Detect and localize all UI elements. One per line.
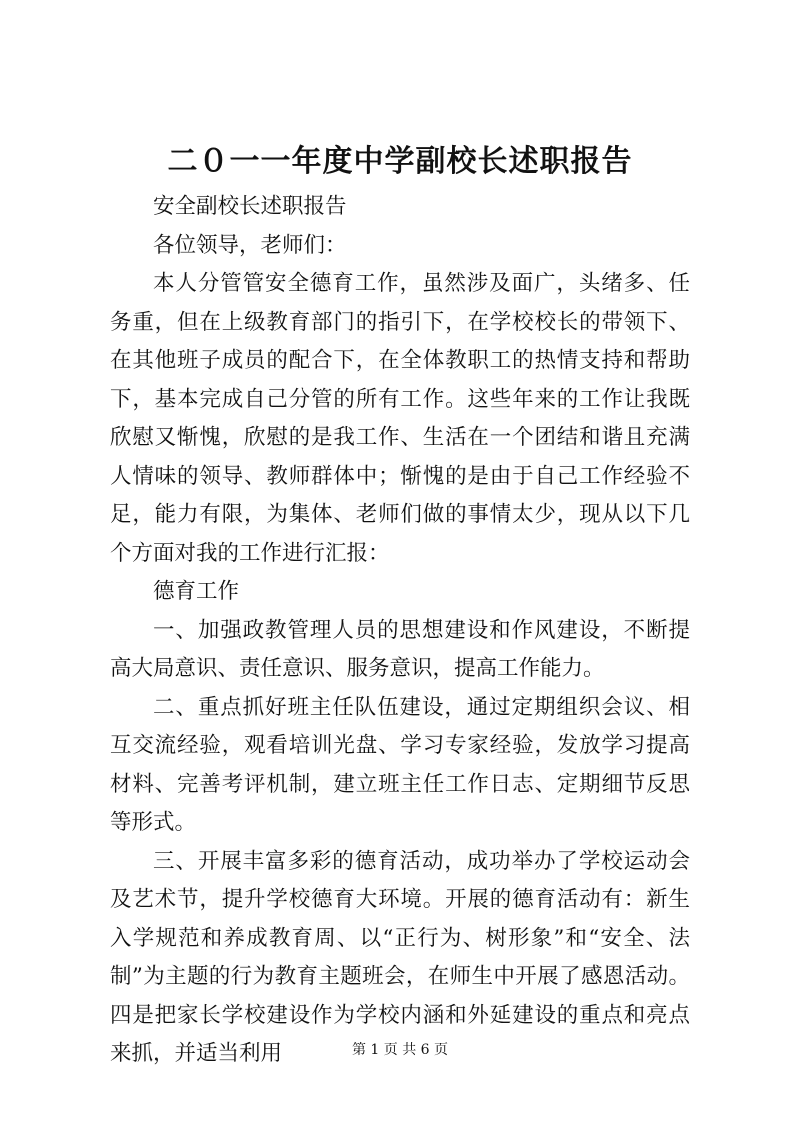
item-one-paragraph: 一、加强政教管理人员的思想建设和作风建设，不断提高大局意识、责任意识、服务意识，提高工作能力。 [110, 617, 690, 681]
page-footer: 第 1 页 共 6 页 [351, 1042, 449, 1058]
item-two-paragraph: 二、重点抓好班主任队伍建设，通过定期组织会议、相互交流经验，观看培训光盘、学习专家经验，发放学习提高材料、完善考评机制，建立班主任工作日志、定期细节反思等形式。 [110, 694, 690, 835]
intro-paragraph: 本人分管管安全德育工作，虽然涉及面广，头绪多、任务重，但在上级教育部门的指引下，在学校校长的带领下、在其他班子成员的配合下，在全体教职工的热情支持和帮助下，基本完成自己分管的所有工作。这些年来的工作让我既欣慰又惭愧，欣慰的是我工作、生活在一个团结和谐且充满人情味的领导、教师群体中；惭愧的是由于自己工作经验不足，能力有限，为集体、老师们做的事情太少，现从以下几个方面对我的工作进行汇报： [110, 271, 690, 566]
document-title: 二０一一年度中学副校长述职报告 [167, 144, 633, 179]
item-three-paragraph: 三、开展丰富多彩的德育活动，成功举办了学校运动会及艺术节，提升学校德育大环境。开展的德育活动有：新生入学规范和养成教育周、以“正行为、树形象”和“安全、法制”为主题的行为教育主题班会，在师生中开展了感恩活动。四是把家长学校建设作为学校内涵和外延建设的重点和亮点来抓，并适当利用 [110, 848, 690, 1066]
subtitle-paragraph: 安全副校长述职报告 [153, 194, 347, 219]
section-heading: 德育工作 [153, 579, 240, 604]
salutation-paragraph: 各位领导，老师们： [153, 232, 347, 258]
document-body [110, 188, 690, 1074]
